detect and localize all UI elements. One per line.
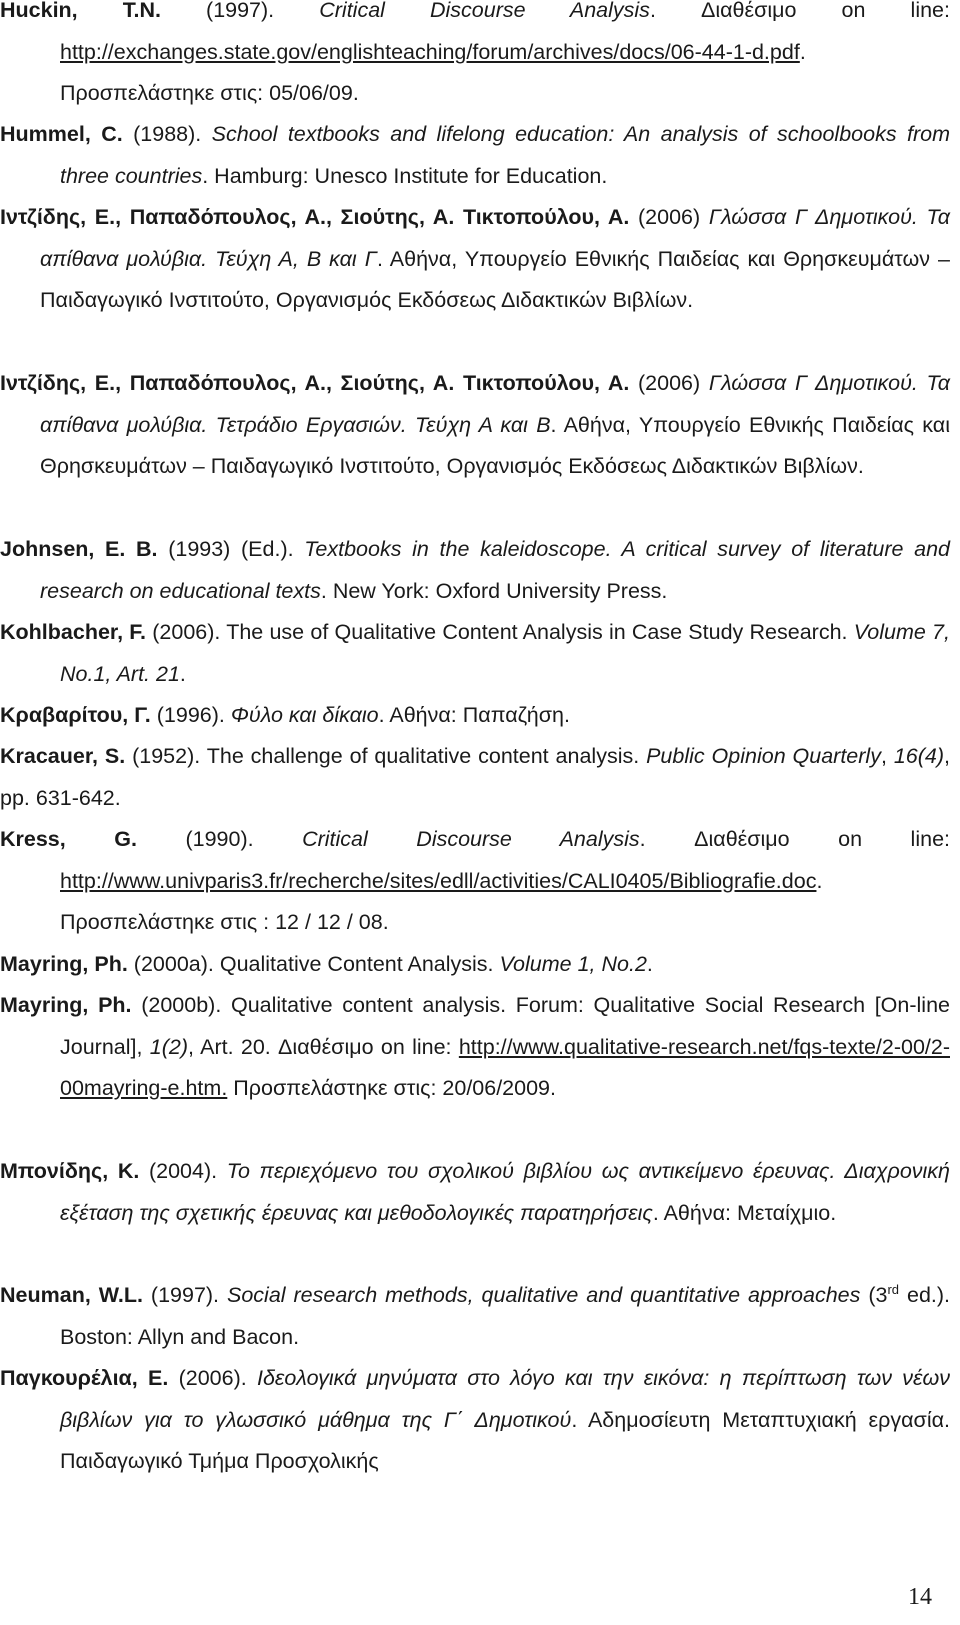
reference-mayring-2000a xyxy=(0,944,950,986)
page-number: 14 xyxy=(908,1584,932,1610)
reference-year: (1993) (Ed.). xyxy=(157,537,305,561)
reference-author: Mayring, Ph. xyxy=(0,993,132,1017)
reference-text: . Προσπελάστηκε στις: 05/06/09. xyxy=(60,39,806,105)
reference-kravaritou xyxy=(0,695,950,737)
reference-hummel xyxy=(0,114,950,197)
reference-text: . Προσπελάστηκε στις : 12 / 12 / 08. xyxy=(60,868,823,934)
reference-huckin xyxy=(0,0,950,115)
reference-text: . Αθήνα: Παπαζήση. xyxy=(378,703,570,727)
reference-link[interactable]: http://exchanges.state.gov/englishteaching/forum/archives/docs/06-44-1-d.pdf xyxy=(60,39,800,64)
reference-mayring-2000b xyxy=(0,985,950,1110)
reference-year: (2000a). xyxy=(127,952,220,976)
reference-kress xyxy=(0,819,950,944)
reference-year: (2000b). xyxy=(131,993,231,1017)
reference-author: Johnsen, E. B. xyxy=(0,537,158,561)
reference-volume: 16(4) xyxy=(893,744,945,768)
reference-text: Qualitative Content Analysis. xyxy=(219,952,500,976)
reference-text: (3 xyxy=(860,1283,888,1307)
reference-year: (1988). xyxy=(122,122,212,146)
reference-year: (2006) xyxy=(629,205,709,229)
reference-title: Social research methods, qualitative and quantitative approaches xyxy=(227,1283,861,1307)
reference-text: . Αθήνα, Υπουργείο Εθνικής Παιδείας και Θρησκευμάτων – Παιδαγωγικό Ινστιτούτο, Οργανισμός Εκδόσεως Διδακτικών Βιβλίων. xyxy=(40,412,950,478)
reference-author: Kohlbacher, F. xyxy=(0,620,147,644)
reference-bonidis xyxy=(0,1151,950,1234)
reference-text: , xyxy=(880,744,894,768)
reference-text: ed.). Boston: Allyn and Bacon. xyxy=(60,1283,951,1349)
reference-author: Kress, G. xyxy=(0,827,137,851)
reference-year: (1997). xyxy=(160,0,320,22)
reference-author: Ιντζίδης, Ε., Παπαδόπουλος, Α., Σιούτης, Α. Τικτοπούλου, Α. xyxy=(0,371,630,395)
reference-year: (2004). xyxy=(139,1159,227,1183)
reference-text: . Αθήνα: Μεταίχμιο. xyxy=(652,1200,837,1225)
reference-text: . xyxy=(646,952,653,976)
reference-intzidis-2 xyxy=(0,363,950,488)
reference-text: Προσπελάστηκε στις: 20/06/2009. xyxy=(227,1076,556,1100)
reference-text: Qualitative content analysis. Forum: Qualitative Social Research [On-line Journal], xyxy=(60,993,950,1059)
reference-text: . Διαθέσιμο on line: xyxy=(649,0,950,22)
reference-year: (1990). xyxy=(136,827,303,851)
reference-text: . xyxy=(179,661,186,686)
reference-text: The use of Qualitative Content Analysis in Case Study Research. xyxy=(226,620,854,644)
reference-kohlbacher xyxy=(0,612,950,695)
reference-title: Volume 1, No.2 xyxy=(499,952,647,976)
reference-pagkourelia xyxy=(0,1358,950,1483)
reference-title: Volume 7, No.1, Art. 21 xyxy=(60,620,950,686)
reference-author: Μπονίδης, Κ. xyxy=(0,1159,140,1183)
reference-year: (2006) xyxy=(629,371,709,395)
reference-title: Critical Discourse Analysis xyxy=(302,827,640,851)
reference-author: Παγκουρέλια, Ε. xyxy=(0,1366,169,1390)
reference-title: Γλώσσα Γ Δημοτικού. Τα απίθανα μολύβια. Τεύχη Α, Β και Γ xyxy=(40,205,950,271)
reference-text: . Διαθέσιμο on line: xyxy=(639,827,950,851)
reference-title: Public Opinion Quarterly xyxy=(646,744,881,768)
reference-title: Critical Discourse Analysis xyxy=(319,0,650,22)
reference-text: . Αδημοσίευτη Μεταπτυχιακή εργασία. Παιδαγωγικό Τμήμα Προσχολικής xyxy=(60,1407,950,1473)
reference-text: , pp. 631-642. xyxy=(0,744,951,810)
reference-title: Textbooks in the kaleidoscope. A critical survey of literature and research on educational texts xyxy=(40,537,950,603)
reference-year: (1997). xyxy=(142,1283,227,1307)
reference-year: (1996). xyxy=(150,703,231,727)
reference-author: Kracauer, S. xyxy=(0,744,126,768)
reference-volume: 1(2) xyxy=(149,1034,189,1059)
reference-author: Hummel, C. xyxy=(0,122,123,146)
reference-kracauer xyxy=(0,736,950,819)
reference-year: (1952). xyxy=(125,744,207,768)
reference-title: School textbooks and lifelong education: An analysis of schoolbooks from three countries xyxy=(60,122,950,188)
reference-text: . Αθήνα, Υπουργείο Εθνικής Παιδείας και Θρησκευμάτων – Παιδαγωγικό Ινστιτούτο, Οργανισμός Εκδόσεως Διδακτικών Βιβλίων. xyxy=(40,246,950,312)
reference-text: . New York: Oxford University Press. xyxy=(320,578,668,603)
reference-neuman xyxy=(0,1275,950,1358)
reference-year: (2006). xyxy=(168,1366,257,1390)
reference-title: Φύλο και δίκαιο xyxy=(230,703,379,727)
reference-author: Mayring, Ph. xyxy=(0,952,128,976)
reference-text: . Hamburg: Unesco Institute for Education. xyxy=(202,163,608,188)
reference-year: (2006). xyxy=(146,620,227,644)
reference-text: , Art. 20. Διαθέσιμο on line: xyxy=(188,1034,459,1059)
reference-johnsen xyxy=(0,529,950,612)
reference-title: Ιδεολογικά μηνύματα στο λόγο και την εικόνα: η περίπτωση των νέων βιβλίων για το γλωσσικό μάθημα της Γ΄ Δημοτικού xyxy=(60,1366,950,1432)
reference-link[interactable]: http://www.qualitative-research.net/fqs-texte/2-00/2-00mayring-e.htm. xyxy=(60,1034,950,1100)
reference-author: Ιντζίδης, Ε., Παπαδόπουλος, Α., Σιούτης, Α. Τικτοπούλου, Α. xyxy=(0,205,630,229)
reference-link[interactable]: http://www.univparis3.fr/recherche/sites/edll/activities/CALI0405/Bibliografie.doc xyxy=(60,868,817,893)
reference-intzidis-1 xyxy=(0,197,950,322)
reference-text: The challenge of qualitative content analysis. xyxy=(206,744,647,768)
reference-superscript: rd xyxy=(887,1281,900,1297)
reference-title: Το περιεχόμενο του σχολικού βιβλίου ως αντικείμενο έρευνας. Διαχρονική εξέταση της σχετικής έρευνας και μεθοδολογικές παρατηρήσεις xyxy=(60,1159,950,1225)
reference-author: Neuman, W.L. xyxy=(0,1283,143,1307)
reference-author: Huckin, T.N. xyxy=(0,0,161,22)
reference-author: Κραβαρίτου, Γ. xyxy=(0,703,151,727)
reference-title: Γλώσσα Γ Δημοτικού. Τα απίθανα μολύβια. Τετράδιο Εργασιών. Τεύχη Α και Β xyxy=(40,371,950,437)
